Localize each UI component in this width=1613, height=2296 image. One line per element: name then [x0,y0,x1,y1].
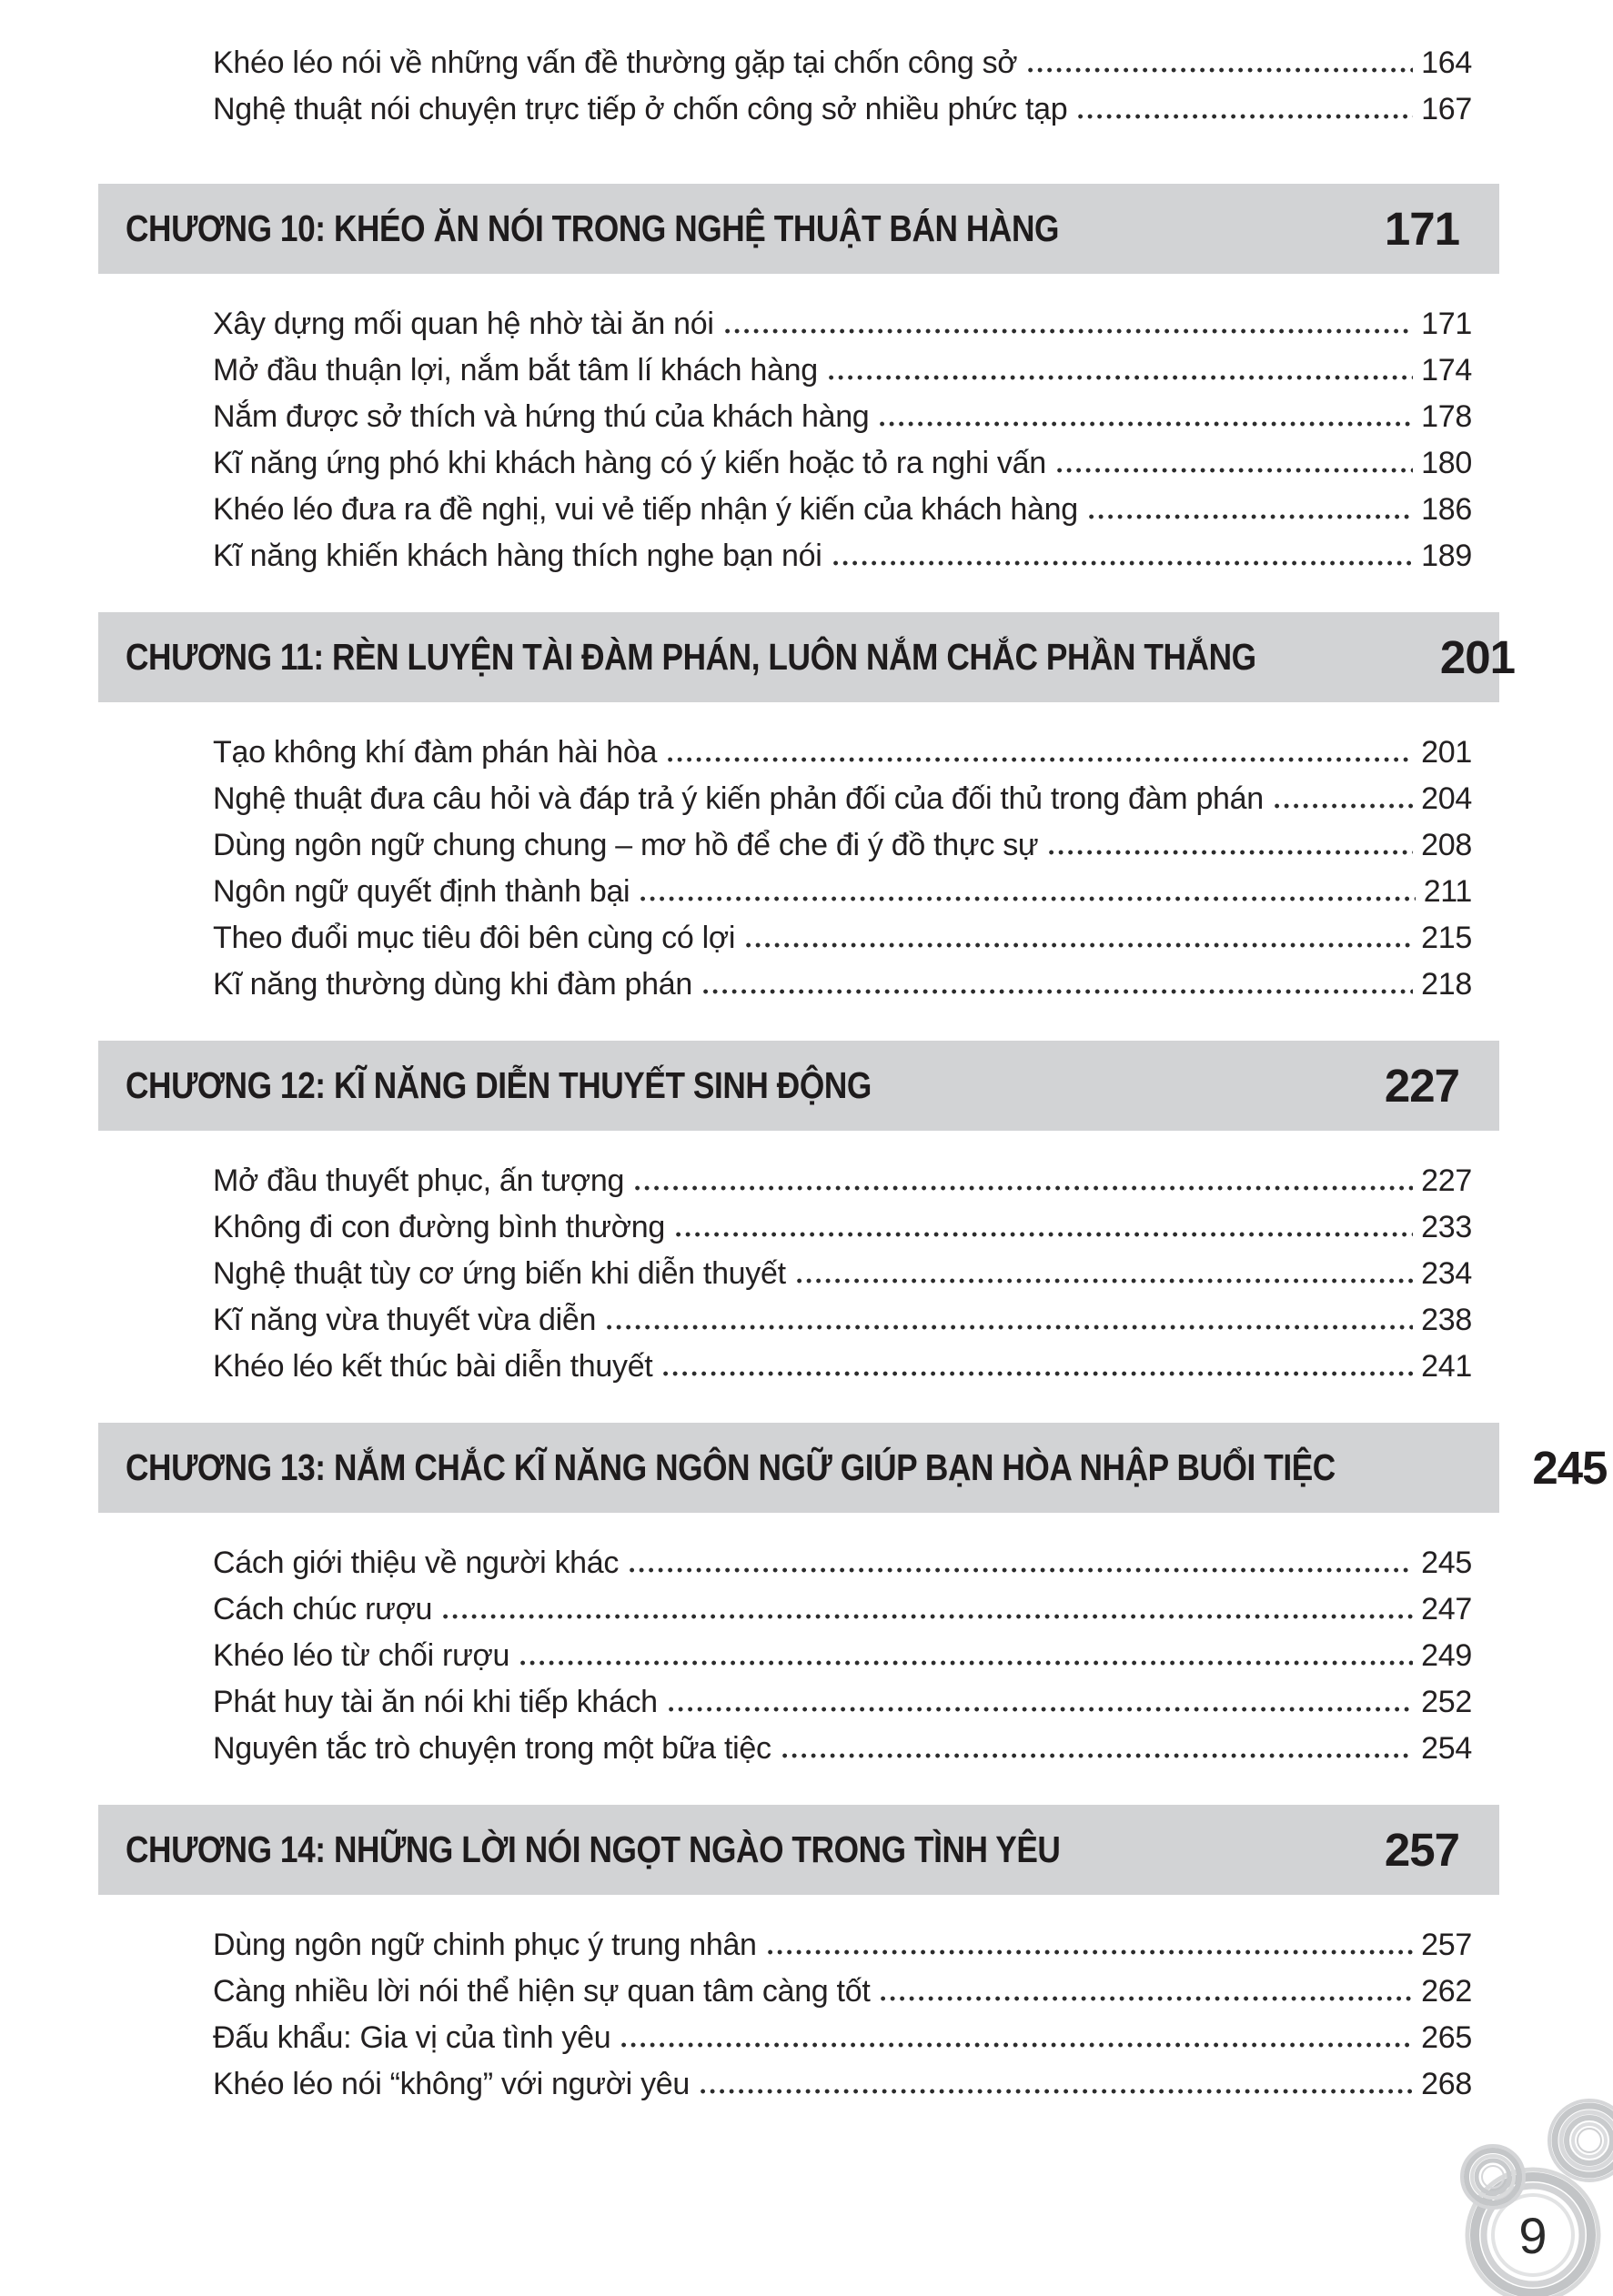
circle-ornament-small [1462,2146,1524,2208]
toc-entry-title: Kĩ năng ứng phó khi khách hàng có ý kiến hoặc tỏ ra nghi vấn [213,446,1046,480]
dotted-leader [1028,67,1413,73]
dotted-leader [880,421,1413,427]
toc-entry-title: Nghệ thuật đưa câu hỏi và đáp trả ý kiến phản đối của đối thủ trong đàm phán [213,781,1264,816]
toc-entry-title: Nguyên tắc trò chuyện trong một bữa tiệc [213,1731,771,1766]
toc-entry [213,869,1472,915]
dotted-leader [703,989,1413,994]
toc-entry [213,533,1472,579]
toc-entry-title: Khéo léo từ chối rượu [213,1638,510,1673]
toc-entry [213,2061,1472,2108]
toc-entry [213,86,1472,133]
toc-entry-page: 201 [1421,735,1472,770]
toc-entry-title: Mở đầu thuyết phục, ấn tượng [213,1163,625,1198]
toc-entry [213,1158,1472,1204]
toc-entry-page: 247 [1421,1592,1472,1626]
toc-entry-title: Tạo không khí đàm phán hài hòa [213,735,658,770]
toc-entry [213,1204,1472,1251]
toc-entry [213,1297,1472,1344]
toc-entry-page: 215 [1421,921,1472,955]
toc-entry-page: 254 [1421,1731,1472,1766]
toc-entry-page: 164 [1421,45,1472,80]
dotted-leader [663,1371,1413,1376]
toc-entry-page: 245 [1421,1546,1472,1580]
chapter-title: CHƯƠNG 11: RÈN LUYỆN TÀI ĐÀM PHÁN, LUÔN NẮM CHẮC PHẦN THẮNG [126,636,1256,678]
dotted-leader [768,1949,1414,1955]
chapter-entries [213,1131,1472,1423]
toc-entry [213,1922,1472,1969]
toc-entry-title: Cách giới thiệu về người khác [213,1546,620,1580]
toc-entry [213,487,1472,533]
toc-entry-page: 227 [1421,1163,1472,1198]
dotted-leader [607,1324,1413,1330]
toc-entry-title: Dùng ngôn ngữ chung chung – mơ hồ để che đi ý đồ thực sự [213,828,1039,862]
toc-entry-page: 262 [1421,1974,1472,2009]
chapter-entries [213,702,1472,1041]
toc-entry [213,915,1472,962]
toc-entry [213,776,1472,822]
toc-entry-title: Mở đầu thuận lợi, nắm bắt tâm lí khách hàng [213,353,818,388]
dotted-leader [833,560,1414,566]
toc-entry-page: 189 [1421,539,1472,573]
decorative-circles [1285,2041,1613,2296]
circle-ornament-big [1467,2170,1598,2296]
chapter-entries [213,1895,1472,2140]
toc-entry [213,822,1472,869]
toc-entry-page: 171 [1421,307,1472,341]
toc-entry [213,301,1472,347]
dotted-leader [630,1567,1413,1573]
dotted-leader [443,1614,1413,1619]
toc-entry [213,1251,1472,1297]
toc-entry-title: Kĩ năng vừa thuyết vừa diễn [213,1303,597,1337]
toc-entry [213,1969,1472,2015]
chapter-page: 227 [1384,1060,1459,1112]
toc-entry-page: 268 [1421,2067,1472,2101]
chapter-heading-bar [98,1041,1499,1131]
toc-entry-page: 249 [1421,1638,1472,1673]
chapter-page: 245 [1532,1442,1608,1494]
toc-entry [213,1633,1472,1679]
toc-entry-page: 241 [1421,1349,1472,1384]
toc-entry-page: 167 [1421,92,1472,126]
dotted-leader [640,896,1415,901]
dotted-leader [669,1707,1413,1712]
toc-entry-page: 208 [1421,828,1472,862]
dotted-leader [797,1278,1413,1284]
toc-entry-page: 204 [1421,781,1472,816]
toc-entry-page: 211 [1423,874,1472,909]
chapter-title: CHƯƠNG 13: NẮM CHẮC KĨ NĂNG NGÔN NGỮ GIÚP BẠN HÒA NHẬP BUỔI TIỆC [126,1446,1336,1488]
dotted-leader [829,375,1413,380]
toc-entry [213,1679,1472,1726]
dotted-leader [676,1232,1413,1237]
toc-chapter [0,1423,1613,1805]
circle-ornament-top-right [1549,2100,1613,2180]
page-number: 9 [1518,2207,1547,2264]
toc-entry-page: 233 [1421,1210,1472,1244]
toc-entry [213,1586,1472,1633]
toc-entry-page: 174 [1421,353,1472,388]
chapter-entries [213,1513,1472,1805]
toc-entry-title: Xây dựng mối quan hệ nhờ tài ăn nói [213,307,714,341]
toc-entry [213,730,1472,776]
toc-entry-page: 178 [1421,399,1472,434]
dotted-leader [1049,850,1413,855]
toc-entry-title: Kĩ năng thường dùng khi đàm phán [213,967,692,1002]
chapter-heading-bar [98,1805,1499,1895]
dotted-leader [1275,803,1413,809]
toc-chapter [0,184,1613,612]
toc-entry-title: Ngôn ngữ quyết định thành bại [213,874,630,909]
dotted-leader [520,1660,1413,1666]
toc-entry-page: 186 [1421,492,1472,527]
toc-entry [213,1540,1472,1586]
chapter-heading-bar [98,1423,1608,1513]
toc-entry-page: 252 [1421,1685,1472,1719]
toc-entry-title: Dùng ngôn ngữ chinh phục ý trung nhân [213,1928,757,1962]
chapter-heading-bar [98,612,1515,702]
toc-entry-title: Khéo léo đưa ra đề nghị, vui vẻ tiếp nhận ý kiến của khách hàng [213,492,1078,527]
chapter-heading-bar [98,184,1499,274]
toc-entry [213,2015,1472,2061]
chapter-entries [213,274,1472,612]
dotted-leader [668,757,1413,762]
dotted-leader [881,1996,1413,2001]
toc-entry-title: Khéo léo kết thúc bài diễn thuyết [213,1349,653,1384]
toc-entry-title: Không đi con đường bình thường [213,1210,666,1244]
toc-entry-title: Phát huy tài ăn nói khi tiếp khách [213,1685,658,1719]
toc-entry [213,40,1472,86]
dotted-leader [1057,468,1413,473]
leading-entries [213,0,1472,184]
toc-entry-title: Nghệ thuật nói chuyện trực tiếp ở chốn công sở nhiều phức tạp [213,92,1068,126]
chapter-title: CHƯƠNG 12: KĨ NĂNG DIỄN THUYẾT SINH ĐỘNG [126,1064,872,1106]
toc-entry-page: 257 [1421,1928,1472,1962]
toc-entry-page: 238 [1421,1303,1472,1337]
dotted-leader [1089,514,1413,519]
table-of-contents [0,184,1613,2140]
toc-entry-title: Nghệ thuật tùy cơ ứng biến khi diễn thuyết [213,1256,786,1291]
toc-entry-title: Khéo léo nói về những vấn đề thường gặp tại chốn công sở [213,45,1018,80]
toc-entry-title: Khéo léo nói “không” với người yêu [213,2067,691,2101]
toc-entry-title: Cách chúc rượu [213,1592,433,1626]
dotted-leader [725,328,1414,334]
toc-entry [213,962,1472,1008]
toc-chapter [0,1041,1613,1423]
chapter-page: 257 [1384,1824,1459,1876]
toc-entry-title: Kĩ năng khiến khách hàng thích nghe bạn nói [213,539,822,573]
toc-entry [213,394,1472,440]
toc-entry-title: Nắm được sở thích và hứng thú của khách hàng [213,399,870,434]
chapter-page: 201 [1439,631,1515,683]
chapter-page: 171 [1384,203,1459,255]
toc-entry [213,1344,1472,1390]
dotted-leader [782,1753,1414,1758]
toc-entry-title: Đấu khẩu: Gia vị của tình yêu [213,2020,611,2055]
chapter-title: CHƯƠNG 14: NHỮNG LỜI NÓI NGỌT NGÀO TRONG TÌNH YÊU [126,1828,1061,1870]
toc-entry [213,440,1472,487]
toc-entry-title: Càng nhiều lời nói thể hiện sự quan tâm càng tốt [213,1974,871,2009]
toc-entry-page: 265 [1421,2020,1472,2055]
toc-entry-page: 218 [1421,967,1472,1002]
chapter-title: CHƯƠNG 10: KHÉO ĂN NÓI TRONG NGHỆ THUẬT BÁN HÀNG [126,207,1059,249]
toc-chapter [0,612,1613,1041]
toc-entry [213,1726,1472,1772]
dotted-leader [746,942,1413,948]
toc-entry-title: Theo đuổi mục tiêu đôi bên cùng có lợi [213,921,736,955]
toc-entry [213,347,1472,394]
toc-entry-page: 180 [1421,446,1472,480]
toc-entry-page: 234 [1421,1256,1472,1291]
dotted-leader [635,1185,1413,1191]
dotted-leader [1078,114,1413,119]
